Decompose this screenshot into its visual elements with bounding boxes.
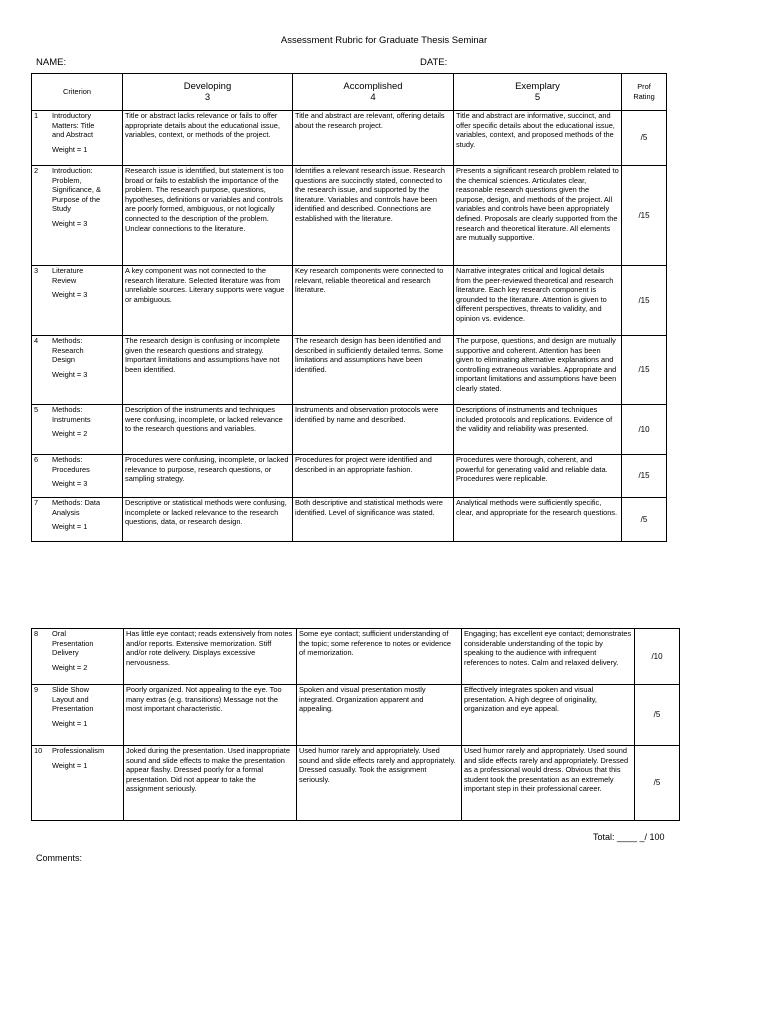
- prof-rating-cell: /5: [622, 498, 667, 542]
- criterion-header: Criterion: [32, 74, 123, 111]
- rubric-table-2-body: [32, 629, 680, 821]
- developing-descriptor: A key component was not connected to the research literature. Selected literature was from unreliable sources. Literary supports were vague or ambiguous.: [123, 266, 293, 336]
- criterion-name: Methods: Data Analysis: [52, 498, 101, 517]
- accomplished-descriptor: Used humor rarely and appropriately. Used sound and slide effects rarely and appropriately. Dressed casually. Took the assignment seriously.: [297, 746, 462, 821]
- prof-rating-cell: /10: [635, 629, 680, 685]
- criterion-cell: [32, 266, 123, 336]
- criterion-name: Oral Presentation Delivery: [52, 629, 94, 658]
- exemplary-descriptor: Engaging; has excellent eye contact; demonstrates considerable understanding of the topic by speaking to the audience with infrequent references to notes. Calm and relaxed delivery.: [462, 629, 635, 685]
- exemplary-descriptor: Presents a significant research problem related to the chemical sciences. Articulates clear, reasonable research questions given the purpose, design, and methods of the project. All variables and controls have been appropriately defined. Proposals are clearly supported from the research and theoretical literature. All elements are mutually supportive.: [454, 166, 622, 266]
- document-title: Assessment Rubric for Graduate Thesis Seminar: [280, 35, 488, 46]
- criterion-name: Methods: Procedures: [52, 455, 90, 474]
- accomplished-header-name: Accomplished: [343, 81, 403, 92]
- comments-label: Comments:: [36, 853, 83, 863]
- developing-header-score: 3: [204, 92, 211, 103]
- criterion-weight: Weight = 2: [52, 662, 88, 672]
- criterion-weight: Weight = 3: [52, 218, 88, 228]
- criterion-row: [32, 266, 667, 336]
- criterion-cell: [32, 405, 123, 455]
- developing-descriptor: Procedures were confusing, incomplete, or lacked relevance to purpose, research questions, or sampling strategy.: [123, 455, 293, 498]
- criterion-weight: Weight = 1: [52, 522, 88, 532]
- rubric-table-2: [31, 628, 680, 821]
- criterion-weight: Weight = 3: [52, 369, 88, 379]
- criterion-number: 3: [34, 266, 39, 275]
- exemplary-descriptor: Narrative integrates critical and logical details from the peer-reviewed theoretical and research literature. Each key research component is grounded to the literature. Attention is given to different perspectives, threats to validity, and opinion vs. evidence.: [454, 266, 622, 336]
- prof-rating-cell: /15: [622, 336, 667, 405]
- exemplary-descriptor: Effectively integrates spoken and visual presentation. A high degree of originality, organization and eye appeal.: [462, 685, 635, 746]
- criterion-cell: [32, 455, 123, 498]
- criterion-number: 8: [34, 629, 39, 638]
- accomplished-descriptor: Some eye contact; sufficient understanding of the topic; some reference to notes or evidence of memorization.: [297, 629, 462, 685]
- accomplished-descriptor: Procedures for project were identified and described in an appropriate fashion.: [293, 455, 454, 498]
- criterion-row: [32, 685, 680, 746]
- exemplary-header: [454, 74, 622, 111]
- criterion-weight: Weight = 1: [52, 718, 88, 728]
- prof-rating-cell: /5: [635, 746, 680, 821]
- criterion-row: [32, 455, 667, 498]
- prof-rating-cell: /15: [622, 455, 667, 498]
- criterion-name: Introduction: Problem, Significance, & Purpose of the Study: [52, 166, 101, 214]
- criterion-row: [32, 111, 667, 166]
- accomplished-descriptor: The research design has been identified and described in sufficiently detailed terms. Some limitations and assumptions have been identified.: [293, 336, 454, 405]
- accomplished-header-score: 4: [370, 92, 376, 103]
- criterion-number: 7: [34, 498, 39, 507]
- criterion-row: [32, 405, 667, 455]
- developing-descriptor: Poorly organized. Not appealing to the eye. Too many extras (e.g. transitions) Message not the most important characteristic.: [124, 685, 297, 746]
- criterion-cell: [32, 166, 123, 266]
- criterion-name: Professionalism: [52, 746, 105, 755]
- rubric-table-1-body: [32, 111, 667, 542]
- accomplished-descriptor: Spoken and visual presentation mostly integrated. Organization apparent and appealing.: [297, 685, 462, 746]
- prof-rating-cell: /5: [635, 685, 680, 746]
- criterion-cell: [32, 336, 123, 405]
- criterion-weight: Weight = 3: [52, 479, 88, 489]
- criterion-cell: [32, 685, 124, 746]
- developing-descriptor: The research design is confusing or incomplete given the research questions and strategy. Important limitations and assumptions have not been identified.: [123, 336, 293, 405]
- developing-descriptor: Joked during the presentation. Used inappropriate sound and slide effects to make the presentation appear flashy. Dressed poorly for a formal presentation. Did not appear to take the assignment seriously.: [124, 746, 297, 821]
- exemplary-header-score: 5: [534, 92, 541, 103]
- rubric-table-1: [31, 73, 667, 542]
- prof-rating-cell: /15: [622, 166, 667, 266]
- criterion-cell: [32, 498, 123, 542]
- criterion-number: 10: [34, 746, 43, 755]
- criterion-row: [32, 336, 667, 405]
- criterion-row: [32, 746, 680, 821]
- criterion-number: 5: [34, 405, 39, 414]
- exemplary-descriptor: Procedures were thorough, coherent, and powerful for generating valid and reliable data. Procedures were replicable.: [454, 455, 622, 498]
- developing-header-name: Developing: [183, 81, 232, 92]
- developing-descriptor: Has little eye contact; reads extensively from notes and/or reports. Extensive memorization. Stiff and/or rote delivery. Displays excessive nervousness.: [124, 629, 297, 685]
- criterion-number: 2: [34, 166, 39, 175]
- prof-rating-cell: /15: [622, 266, 667, 336]
- accomplished-descriptor: Identifies a relevant research issue. Research questions are succinctly stated, connected to the research issue, and supported by the literature. Variables and controls have been identified and described. Connections are established with the literature.: [293, 166, 454, 266]
- exemplary-descriptor: Used humor rarely and appropriately. Used sound and slide effects rarely and appropriately. Dressed as a professional would dress. Obvious that this student took the presentation as an extremely important step in their professional career.: [462, 746, 635, 821]
- exemplary-descriptor: Analytical methods were sufficiently specific, clear, and appropriate for the research questions.: [454, 498, 622, 542]
- date-label: DATE:: [420, 57, 448, 68]
- criterion-number: 6: [34, 455, 39, 464]
- criterion-weight: Weight = 1: [52, 144, 88, 154]
- criterion-row: [32, 166, 667, 266]
- developing-descriptor: Title or abstract lacks relevance or fails to offer appropriate details about the educational issue, variables, context, or methods of the project.: [123, 111, 293, 166]
- prof-rating-header: Prof Rating: [622, 74, 667, 111]
- criterion-weight: Weight = 2: [52, 429, 88, 439]
- exemplary-descriptor: Descriptions of instruments and techniques included protocols and replications. Evidence of the validity and reliability was presented.: [454, 405, 622, 455]
- exemplary-header-name: Exemplary: [515, 81, 560, 92]
- accomplished-descriptor: Instruments and observation protocols were identified by name and described.: [293, 405, 454, 455]
- accomplished-descriptor: Title and abstract are relevant, offering details about the research project.: [293, 111, 454, 166]
- criterion-weight: Weight = 1: [52, 760, 88, 770]
- accomplished-descriptor: Both descriptive and statistical methods were identified. Level of significance was stated.: [293, 498, 454, 542]
- criterion-cell: [32, 746, 124, 821]
- total-score: Total: ____ _/ 100: [593, 832, 665, 842]
- criterion-name: Literature Review: [52, 266, 84, 285]
- developing-descriptor: Research issue is identified, but statement is too broad or fails to establish the importance of the problem. The research purpose, questions, hypotheses, definitions or variables and controls are poorly formed, ambiguous, or not logically connected to the description of the problem. Unclear connections to the literature.: [123, 166, 293, 266]
- criterion-name: Methods: Research Design: [52, 336, 84, 365]
- developing-descriptor: Description of the instruments and techniques were confusing, incomplete, or lacked relevance to the research questions and variables.: [123, 405, 293, 455]
- criterion-name: Methods: Instruments: [52, 405, 91, 424]
- criterion-cell: [32, 629, 124, 685]
- criterion-number: 4: [34, 336, 39, 345]
- criterion-weight: Weight = 3: [52, 290, 88, 300]
- criterion-name: Slide Show Layout and Presentation: [52, 685, 94, 714]
- criterion-cell: [32, 111, 123, 166]
- developing-descriptor: Descriptive or statistical methods were confusing, incomplete or lacked relevance to the research questions, data, or research design.: [123, 498, 293, 542]
- name-label: NAME:: [36, 57, 67, 68]
- criterion-row: [32, 629, 680, 685]
- prof-rating-cell: /5: [622, 111, 667, 166]
- criterion-number: 1: [34, 111, 39, 120]
- exemplary-descriptor: Title and abstract are informative, succinct, and offer specific details about the educational issue, variables, context, and proposed methods of the study.: [454, 111, 622, 166]
- prof-rating-cell: /10: [622, 405, 667, 455]
- criterion-row: [32, 498, 667, 542]
- accomplished-header: [293, 74, 454, 111]
- criterion-name: Introductory Matters: Title and Abstract: [52, 111, 95, 140]
- developing-header: [123, 74, 293, 111]
- criterion-number: 9: [34, 685, 39, 694]
- accomplished-descriptor: Key research components were connected to relevant, reliable theoretical and research literature.: [293, 266, 454, 336]
- exemplary-descriptor: The purpose, questions, and design are mutually supportive and coherent. Attention has been given to eliminating alternative explanations and controlling extraneous variables. Appropriate and important limitations and assumptions have been clearly stated.: [454, 336, 622, 405]
